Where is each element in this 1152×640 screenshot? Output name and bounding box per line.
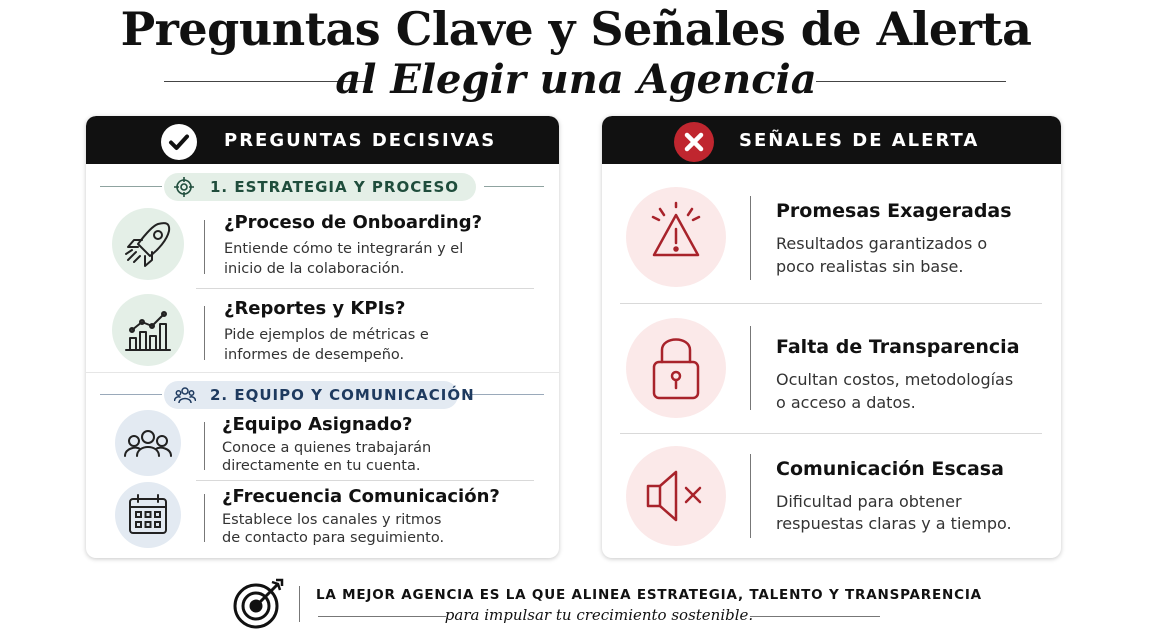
calendar-icon [115,482,181,548]
divider [750,454,751,538]
page-title: Preguntas Clave y Señales de Alerta [120,2,1032,56]
section-team-pill [164,381,475,409]
section-rule-left [100,394,162,395]
alert-desc-line2: respuestas claras y a tiempo. [776,514,1012,533]
questions-card [86,116,559,558]
lock-icon [626,318,726,418]
question-frequency [98,482,535,554]
question-desc-line1: Pide ejemplos de métricas e [224,327,429,343]
question-title: ¿Proceso de Onboarding? [224,212,483,233]
row-separator [196,288,534,289]
warning-icon [626,187,726,287]
divider [750,196,751,280]
alert-desc-line1: Ocultan costos, metodologías [776,370,1014,389]
subtitle-row [0,56,1152,106]
alert-communication [602,446,1061,556]
section-divider [86,372,559,373]
row-separator [620,303,1042,304]
question-team [98,410,535,482]
question-desc-line2: de contacto para seguimiento. [222,530,445,546]
alert-desc-line2: poco realistas sin base. [776,257,964,276]
section-strategy-pill [164,173,476,201]
bar-chart-icon [112,294,184,366]
question-desc-line2: directamente en tu cuenta. [222,458,421,474]
divider [204,306,205,360]
question-desc-line2: inicio de la colaboración. [224,261,405,277]
alert-promises [602,186,1061,296]
divider [204,422,205,470]
question-desc-line1: Establece los canales y ritmos [222,512,442,528]
question-desc-line2: informes de desempeño. [224,347,405,363]
question-reports [98,292,535,376]
cross-icon [674,122,714,162]
alert-desc-line2: o acceso a datos. [776,393,916,412]
footer-subline: para impulsar tu crecimiento sostenible. [444,606,754,624]
divider [750,326,751,410]
alerts-card-header [602,116,1061,164]
row-separator [620,433,1042,434]
bullseye-icon [232,578,284,630]
checkmark-icon [161,124,197,160]
alert-transparency [602,316,1061,426]
question-title: ¿Frecuencia Comunicación? [222,486,500,507]
section-strategy-band [86,173,559,201]
alerts-card-heading: SEÑALES DE ALERTA [739,130,980,151]
alert-title: Promesas Exageradas [776,200,1012,222]
section-rule-right [484,186,544,187]
question-title: ¿Equipo Asignado? [222,414,413,435]
alert-desc-line1: Resultados garantizados o [776,234,988,253]
footer-divider [299,586,300,622]
question-desc-line1: Conoce a quienes trabajarán [222,440,432,456]
section-rule-right [466,394,544,395]
team-icon [174,385,194,405]
alerts-card [602,116,1061,558]
questions-card-header [86,116,559,164]
footer-tagline: LA MEJOR AGENCIA ES LA QUE ALINEA ESTRATEGIA, TALENTO Y TRANSPARENCIA [316,587,982,603]
section-strategy-label: 1. ESTRATEGIA Y PROCESO [210,178,460,196]
alert-title: Falta de Transparencia [776,336,1020,358]
target-icon [174,177,194,197]
divider [204,220,205,274]
rocket-icon [112,208,184,280]
section-team-label: 2. EQUIPO Y COMUNICACIÓN [210,386,475,404]
alert-desc-line1: Dificultad para obtener [776,492,962,511]
alert-title: Comunicación Escasa [776,458,1004,480]
mute-icon [626,446,726,546]
page-subtitle: al Elegir una Agencia [335,56,817,103]
section-team-band [86,381,559,409]
questions-card-heading: PREGUNTAS DECISIVAS [224,130,497,151]
question-desc-line1: Entiende cómo te integrarán y el [224,241,464,257]
people-icon [115,410,181,476]
question-title: ¿Reportes y KPIs? [224,298,406,319]
question-onboarding [98,206,535,290]
divider [204,494,205,542]
section-rule-left [100,186,162,187]
row-separator [196,480,534,481]
